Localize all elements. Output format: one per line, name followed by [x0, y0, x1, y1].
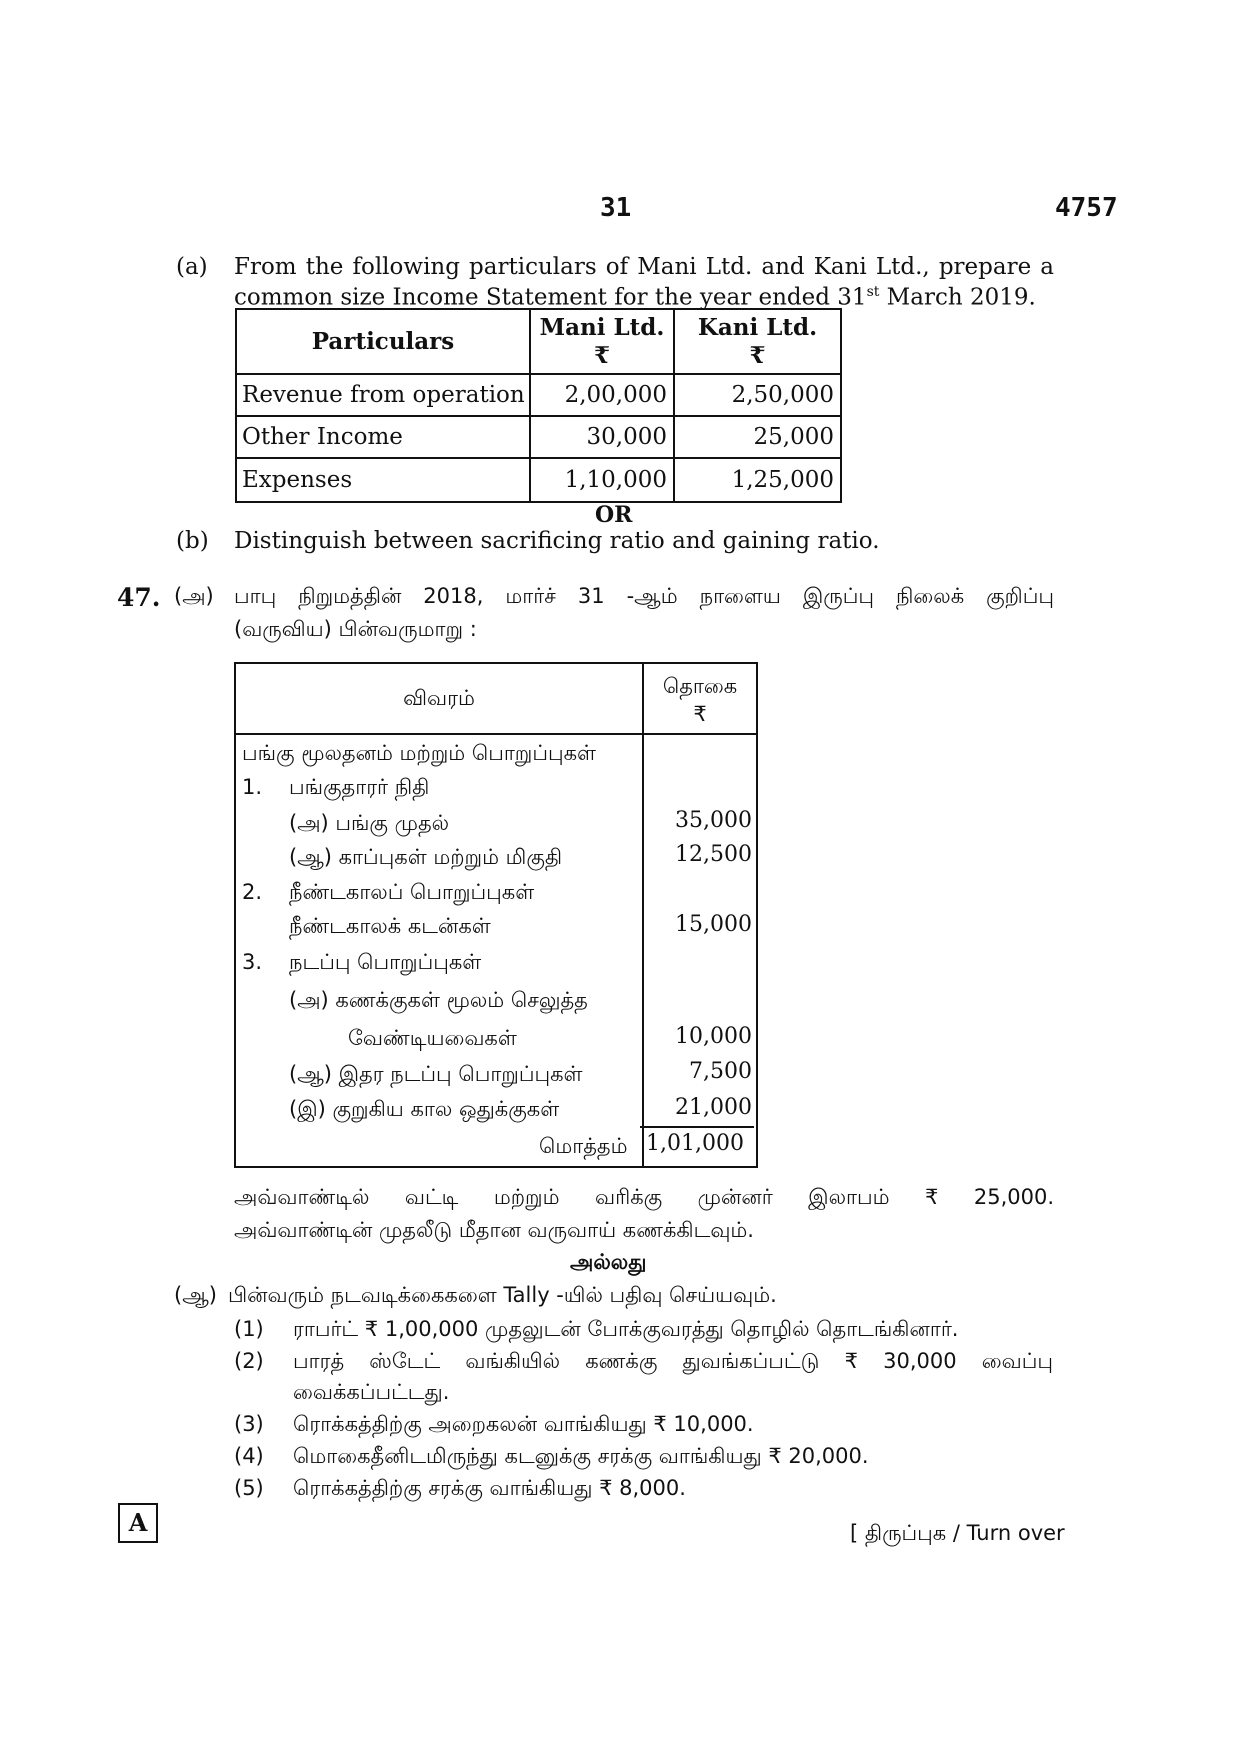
q47a-after-line2: அவ்வாண்டின் முதலீடு மீதான வருவாய் கணக்கிடவும். — [234, 1218, 754, 1242]
paper-code: 4757 — [1055, 193, 1118, 223]
list-item-number: (3) — [234, 1412, 264, 1436]
bs-row-amount: 10,000 — [675, 1024, 752, 1049]
bs-row-label: நீண்டகாலக் கடன்கள் — [289, 914, 491, 938]
bs-total-amount: 1,01,000 — [646, 1131, 744, 1156]
bs-row-label: (இ) குறுகிய கால ஒதுக்குகள் — [289, 1097, 560, 1121]
bs-row-amount: 12,500 — [675, 842, 752, 867]
bs-row-label: நீண்டகாலப் பொறுப்புகள் — [289, 880, 535, 904]
q46a-line1: From the following particulars of Mani Ltd. and Kani Ltd., prepare a — [234, 254, 1054, 280]
q46a-line2: common size Income Statement for the year ended 31st March 2019. — [234, 284, 1036, 311]
table-row: Expenses 1,10,000 1,25,000 — [236, 458, 841, 502]
list-item: ராபர்ட் ₹ 1,00,000 முதலுடன் போக்குவரத்து தொழில் தொடங்கினார். — [293, 1317, 959, 1341]
table-row: Other Income 30,000 25,000 — [236, 416, 841, 458]
table-row: Revenue from operation 2,00,000 2,50,000 — [236, 374, 841, 416]
col-header-amount: தொகை ₹ — [662, 674, 738, 726]
booklet-letter-box: A — [118, 1503, 158, 1543]
list-item-continued: வைக்கப்பட்டது. — [293, 1380, 450, 1404]
col-header-mani: Mani Ltd. ₹ — [530, 309, 674, 374]
list-item: பாரத் ஸ்டேட் வங்கியில் கணக்கு துவங்கப்பட்டு ₹ 30,000 வைப்பு — [293, 1349, 1053, 1373]
page-number: 31 — [600, 193, 632, 223]
q47b-label: (ஆ) — [174, 1283, 217, 1307]
or-separator-tamil: அல்லது — [570, 1250, 647, 1274]
bs-row-label: (ஆ) இதர நடப்பு பொறுப்புகள் — [289, 1062, 583, 1086]
list-item-number: (5) — [234, 1476, 264, 1500]
q46a-label: (a) — [176, 254, 208, 280]
bs-row-amount: 15,000 — [675, 912, 752, 937]
list-item-number: (1) — [234, 1317, 264, 1341]
list-item: ரொக்கத்திற்கு சரக்கு வாங்கியது ₹ 8,000. — [293, 1476, 686, 1500]
q46b-text: Distinguish between sacrificing ratio and gaining ratio. — [234, 528, 880, 554]
income-table — [235, 308, 842, 503]
bs-row-label: வேண்டியவைகள் — [348, 1026, 517, 1050]
q46b-label: (b) — [176, 528, 209, 554]
list-item-number: (2) — [234, 1349, 264, 1373]
bs-row-label: நடப்பு பொறுப்புகள் — [289, 950, 482, 974]
list-item-number: (4) — [234, 1444, 264, 1468]
bs-total-label: மொத்தம் — [539, 1134, 628, 1158]
bs-row-heading: பங்கு மூலதனம் மற்றும் பொறுப்புகள் — [242, 741, 596, 765]
col-header-particulars: Particulars — [236, 309, 530, 374]
bs-row-label: (ஆ) காப்புகள் மற்றும் மிகுதி — [289, 845, 563, 869]
bs-row-label: பங்குதாரர் நிதி — [289, 775, 430, 799]
bs-row-num: 2. — [242, 880, 263, 904]
q47b-intro: பின்வரும் நடவடிக்கைகளை Tally -யில் பதிவு செய்யவும். — [228, 1283, 777, 1307]
col-header-description: விவரம் — [403, 686, 475, 710]
or-separator: OR — [595, 502, 633, 528]
bs-row-num: 3. — [242, 950, 263, 974]
bs-row-amount: 35,000 — [675, 808, 752, 833]
list-item: மொகைதீனிடமிருந்து கடனுக்கு சரக்கு வாங்கியது ₹ 20,000. — [293, 1444, 869, 1468]
question-number: 47. — [117, 583, 161, 612]
bs-row-amount: 7,500 — [689, 1059, 752, 1084]
q47a-label: (அ) — [174, 584, 214, 608]
bs-row-label: (அ) பங்கு முதல் — [289, 811, 450, 835]
q47a-intro-line1: பாபு நிறுமத்தின் 2018, மார்ச் 31 -ஆம் நாளைய இருப்பு நிலைக் குறிப்பு — [234, 584, 1054, 608]
q47a-intro-line2: (வருவிய) பின்வருமாறு : — [234, 617, 477, 641]
col-header-kani: Kani Ltd. ₹ — [674, 309, 841, 374]
list-item: ரொக்கத்திற்கு அறைகலன் வாங்கியது ₹ 10,000. — [293, 1412, 754, 1436]
bs-row-label: (அ) கணக்குகள் மூலம் செலுத்த — [289, 988, 588, 1012]
turn-over-label: [ திருப்புக / Turn over — [850, 1521, 1065, 1545]
q47a-after-line1: அவ்வாண்டில் வட்டி மற்றும் வரிக்கு முன்னர் இலாபம் ₹ 25,000. — [234, 1185, 1054, 1209]
bs-row-num: 1. — [242, 775, 263, 799]
bs-row-amount: 21,000 — [675, 1095, 752, 1120]
